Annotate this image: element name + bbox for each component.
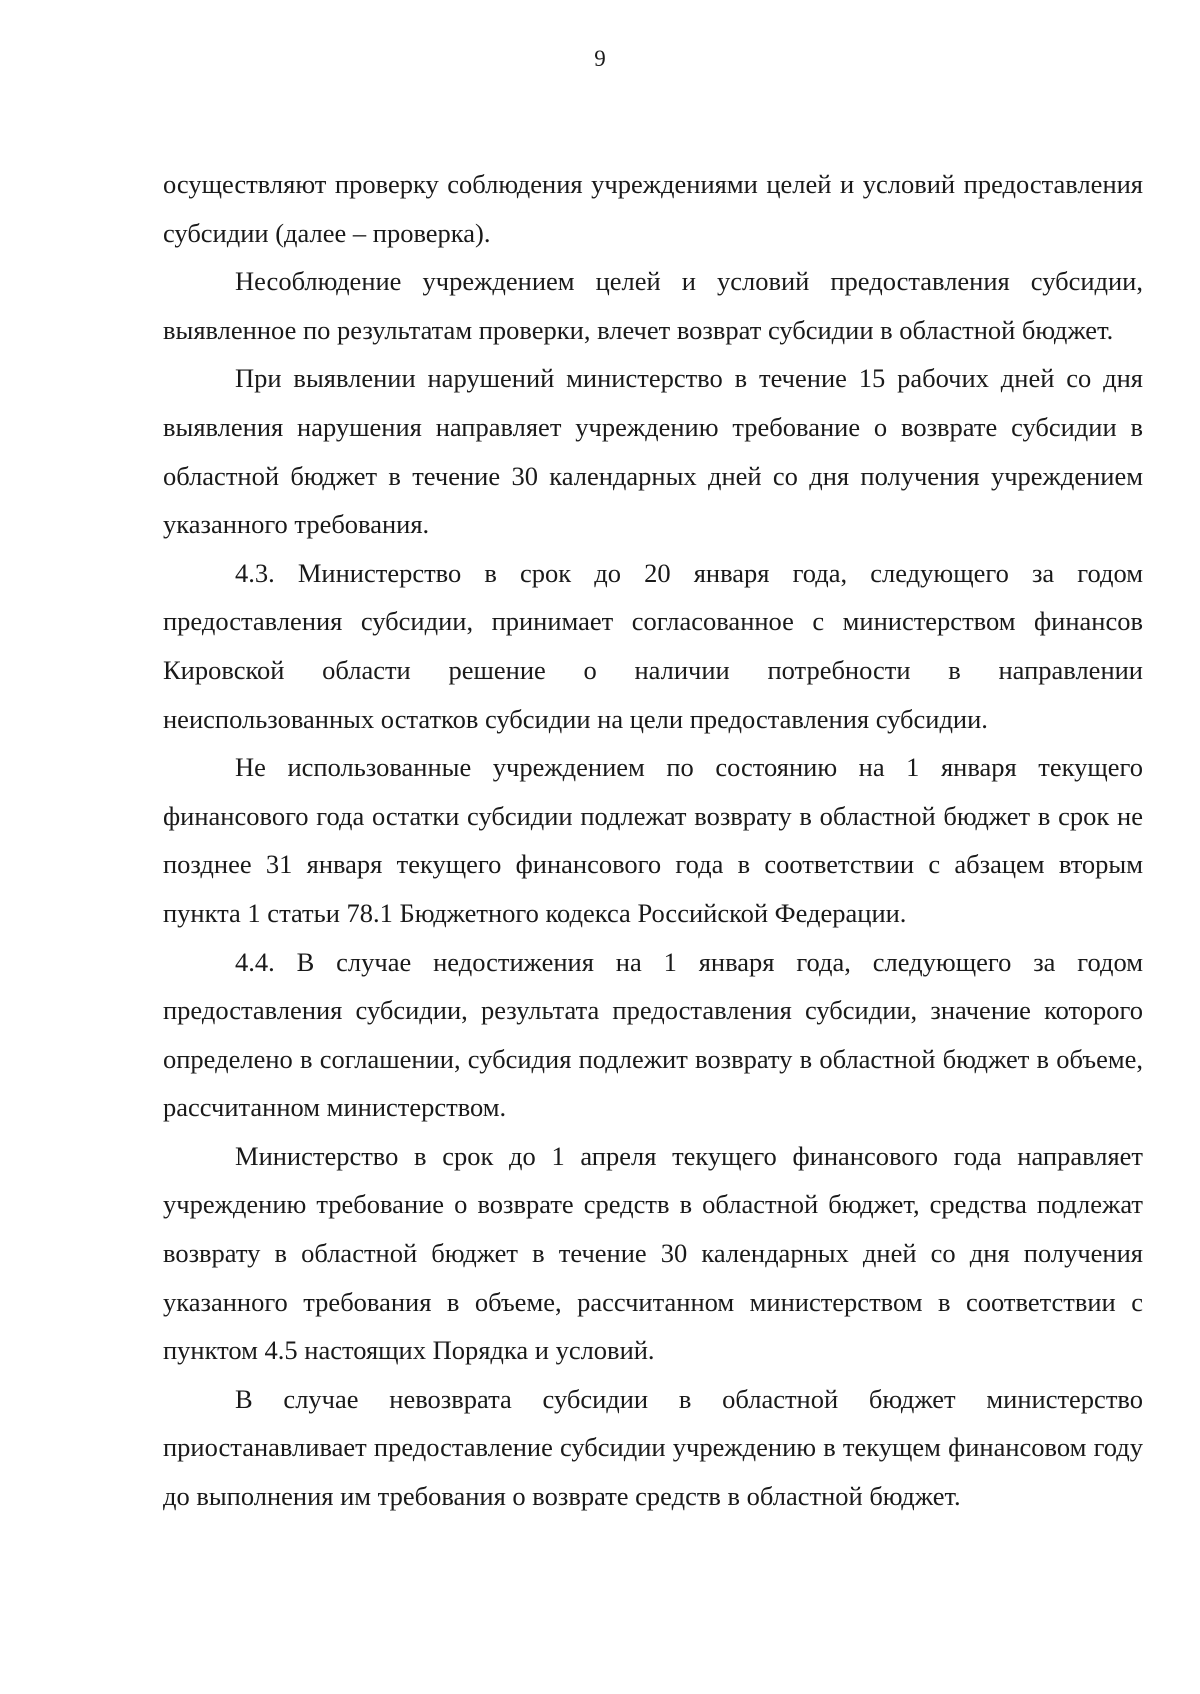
page-number: 9	[594, 46, 606, 71]
paragraph-continuation: осуществляют проверку соблюдения учреждениями целей и условий предоставления субсидии (далее – проверка).	[163, 169, 1143, 248]
paragraph-ministry-demand: Министерство в срок до 1 апреля текущего финансового года направляет учреждению требование о возврате средств в областной бюджет, средства подлежат возврату в областной бюджет в течение 30 календарных дней со дня получения указанного требования в объеме, рассчитанном министерством в соответствии с пунктом 4.5 настоящих Порядка и условий.	[163, 1140, 1143, 1366]
paragraph-suspension: В случае невозврата субсидии в областной бюджет министерство приостанавливает предоставление субсидии учреждению в текущем финансовом году до выполнения им требования о возврате средств в областной бюджет.	[163, 1383, 1143, 1512]
paragraph-violations: При выявлении нарушений министерство в течение 15 рабочих дней со дня выявления нарушения направляет учреждению требование о возврате субсидии в областной бюджет в течение 30 календарных дней со дня получения учреждением указанного требования.	[163, 363, 1143, 540]
paragraph-unused-balances: Не использованные учреждением по состоянию на 1 января текущего финансового года остатки субсидии подлежат возврату в областной бюджет в срок не позднее 31 января текущего финансового года в соответствии с абзацем вторым пункта 1 статьи 78.1 Бюджетного кодекса Российской Федерации.	[163, 752, 1143, 928]
paragraph-noncompliance: Несоблюдение учреждением целей и условий предоставления субсидии, выявленное по результатам проверки, влечет возврат субсидии в областной бюджет.	[163, 266, 1143, 345]
document-body	[163, 160, 1143, 1521]
paragraph-section-4-4: 4.4. В случае недостижения на 1 января года, следующего за годом предоставления субсидии, результата предоставления субсидии, значение которого определено в соглашении, субсидия подлежит возврату в областной бюджет в объеме, рассчитанном министерством.	[163, 946, 1143, 1123]
paragraph-section-4-3: 4.3. Министерство в срок до 20 января года, следующего за годом предоставления субсидии, принимает согласованное с министерством финансов Кировской области решение о наличии потребности в направлении неиспользованных остатков субсидии на цели предоставления субсидии.	[163, 557, 1143, 734]
